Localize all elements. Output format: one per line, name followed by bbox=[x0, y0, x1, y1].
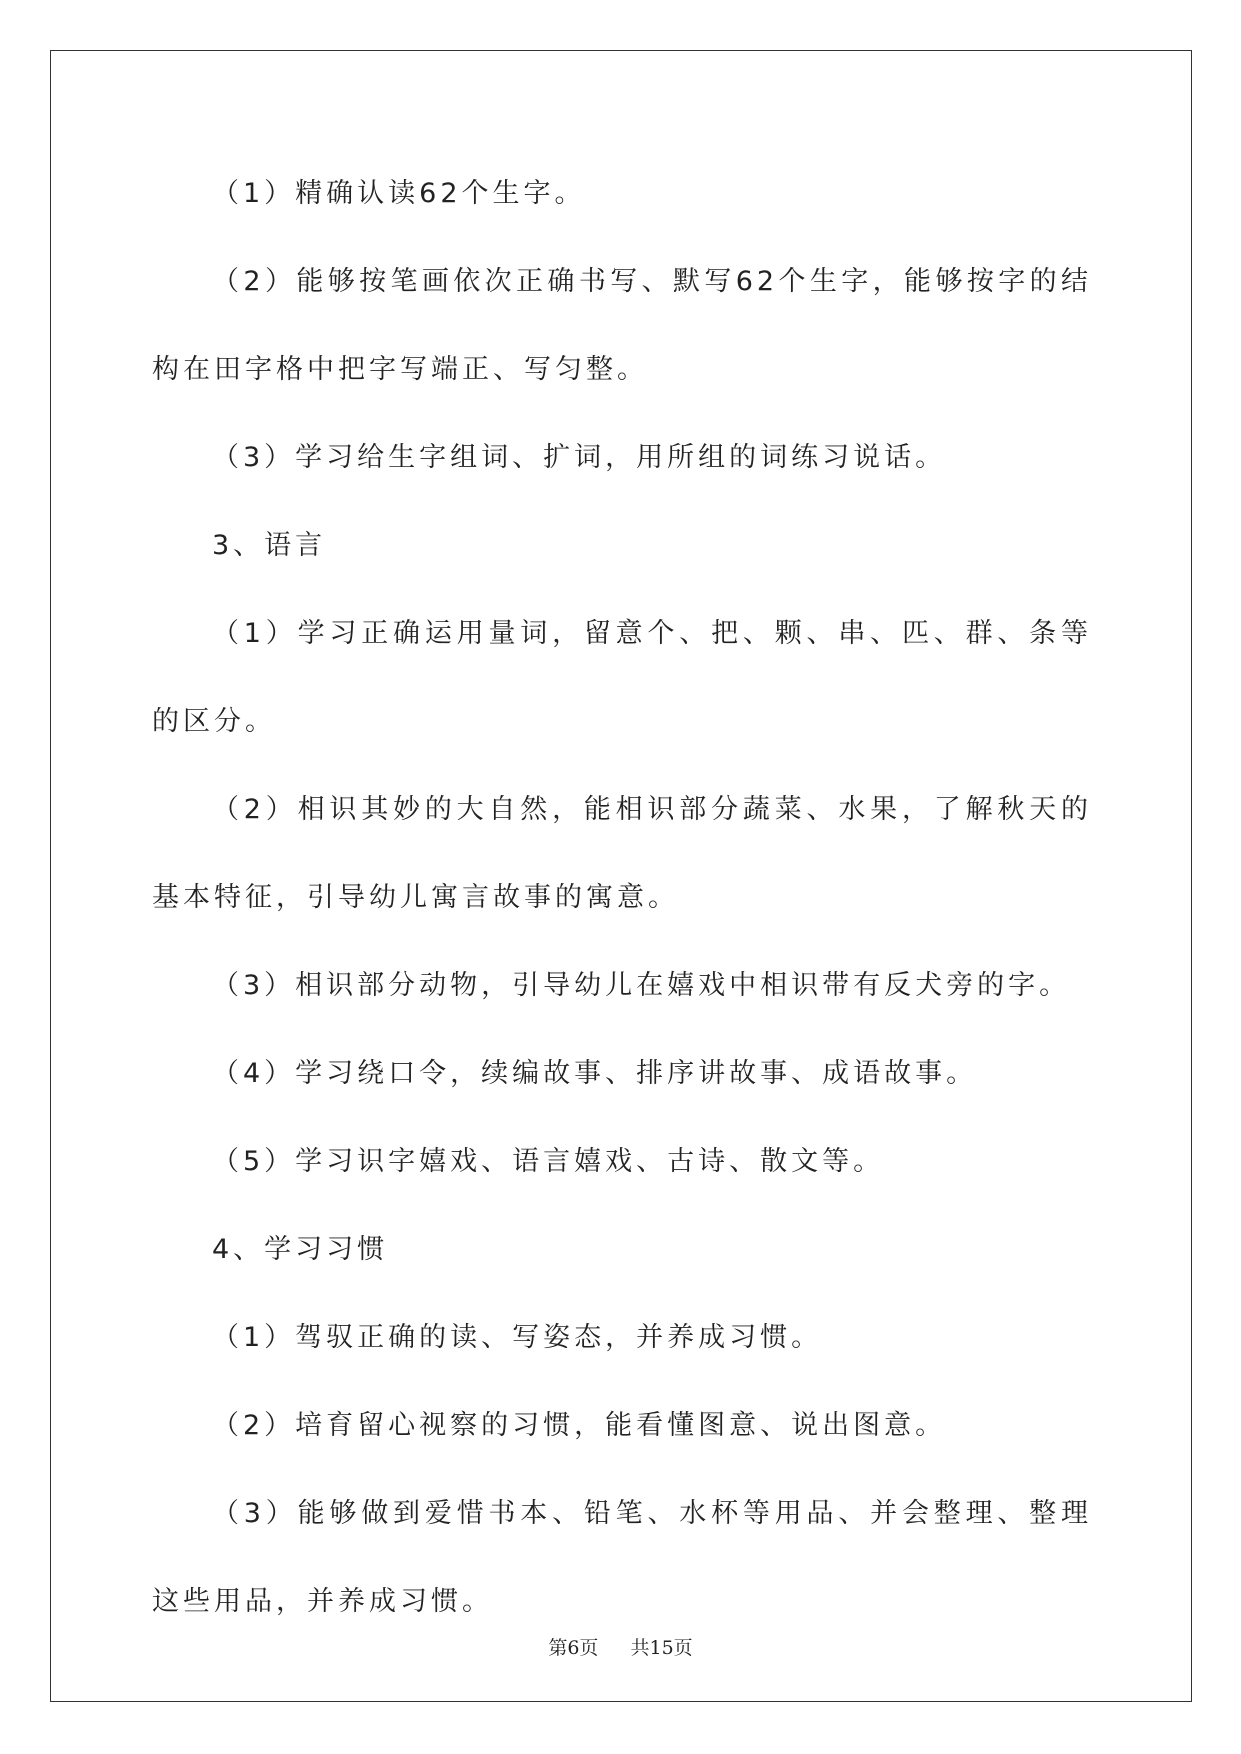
document-body bbox=[152, 150, 1092, 1646]
paragraph: （2）相识其妙的大自然，能相识部分蔬菜、水果，了解秋天的基本特征，引导幼儿寓言故事的寓意。 bbox=[152, 794, 1092, 913]
paragraph: （3）能够做到爱惜书本、铅笔、水杯等用品、并会整理、整理这些用品，并养成习惯。 bbox=[152, 1498, 1092, 1617]
paragraph: （3）学习给生字组词、扩词，用所组的词练习说话。 bbox=[212, 442, 947, 473]
section-heading: 3、语言 bbox=[212, 530, 327, 561]
page-number: 第6页 bbox=[548, 1637, 599, 1659]
paragraph: （1）驾驭正确的读、写姿态，并养成习惯。 bbox=[212, 1322, 823, 1353]
paragraph: （1）学习正确运用量词，留意个、把、颗、串、匹、群、条等的区分。 bbox=[152, 618, 1092, 737]
paragraph: （4）学习绕口令，续编故事、排序讲故事、成语故事。 bbox=[212, 1058, 978, 1089]
paragraph: （2）能够按笔画依次正确书写、默写62个生字，能够按字的结构在田字格中把字写端正、写匀整。 bbox=[152, 266, 1092, 385]
page-total: 共15页 bbox=[630, 1637, 693, 1659]
page-footer bbox=[0, 1633, 1241, 1660]
paragraph: （1）精确认读62个生字。 bbox=[212, 178, 586, 209]
paragraph: （2）培育留心视察的习惯，能看懂图意、说出图意。 bbox=[212, 1410, 947, 1441]
section-heading: 4、学习习惯 bbox=[212, 1234, 389, 1265]
paragraph: （5）学习识字嬉戏、语言嬉戏、古诗、散文等。 bbox=[212, 1146, 885, 1177]
paragraph: （3）相识部分动物，引导幼儿在嬉戏中相识带有反犬旁的字。 bbox=[212, 970, 1071, 1001]
